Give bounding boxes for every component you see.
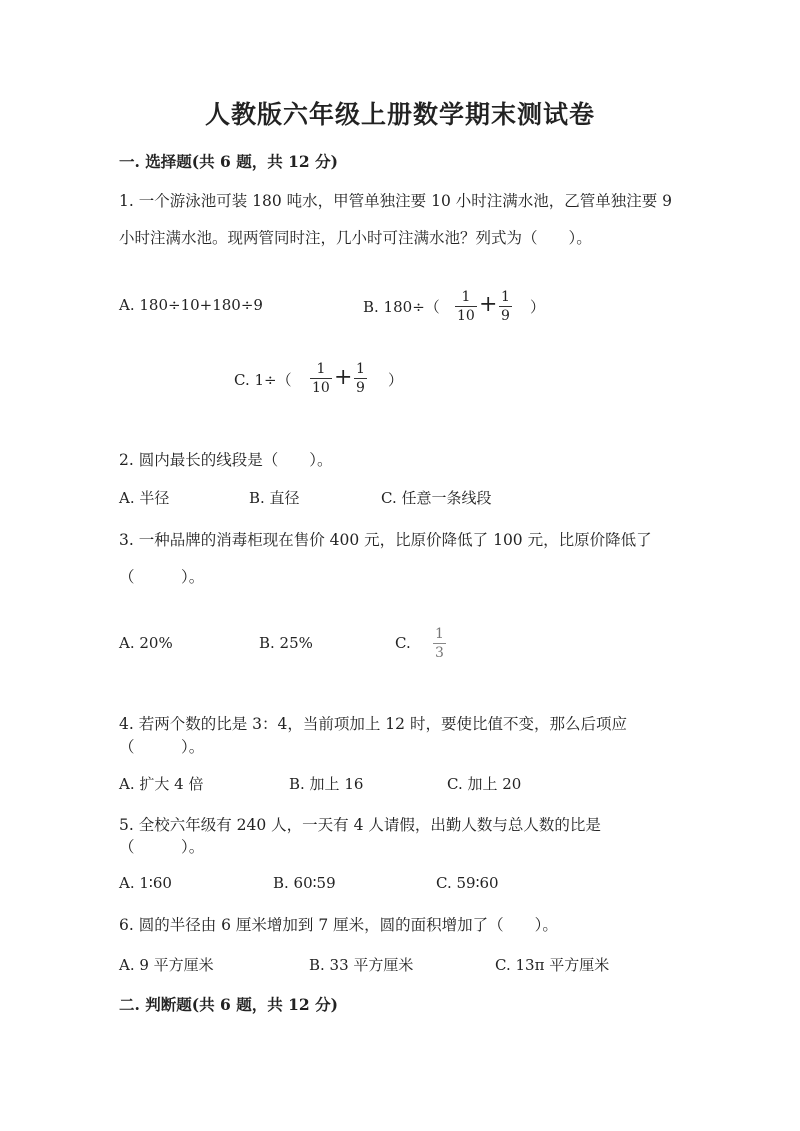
question-4-line-2: （ ）。 — [119, 738, 205, 756]
question-5-line-1: 5. 全校六年级有 240 人，一天有 4 人请假，出勤人数与总人数的比是 — [119, 816, 601, 834]
question-1-option-b-fraction-1 — [455, 290, 477, 323]
fraction-denominator: 9 — [501, 308, 510, 324]
question-1-line-1: 1. 一个游泳池可装 180 吨水，甲管单独注要 10 小时注满水池，乙管单独注要 9 — [119, 192, 673, 210]
plus-sign: + — [479, 292, 498, 317]
question-3-line-2: （ ）。 — [119, 568, 205, 586]
question-1-option-c-fraction-1 — [310, 362, 332, 395]
question-1-line-2: 小时注满水池。现两管同时注，几小时可注满水池？列式为（ ）。 — [119, 229, 592, 247]
question-4-option-a: A. 扩大 4 倍 — [119, 775, 204, 793]
question-5-option-a: A. 1∶60 — [119, 874, 172, 892]
question-2-option-a: A. 半径 — [119, 489, 170, 507]
question-1-option-c-suffix: ） — [388, 371, 404, 389]
question-3-option-c-prefix: C. — [395, 634, 411, 652]
section-heading-choice: 一. 选择题(共 6 题，共 12 分) — [119, 152, 338, 171]
question-1-option-b-fraction-2 — [499, 290, 512, 323]
question-4-option-c: C. 加上 20 — [447, 775, 522, 793]
fraction-numerator: 1 — [501, 289, 510, 305]
question-5-option-c: C. 59∶60 — [436, 874, 499, 892]
section-heading-judgement: 二. 判断题(共 6 题，共 12 分) — [119, 995, 338, 1014]
question-6-text: 6. 圆的半径由 6 厘米增加到 7 厘米，圆的面积增加了（ ）。 — [119, 916, 558, 934]
fraction-numerator: 1 — [356, 361, 365, 377]
fraction-numerator: 1 — [461, 289, 471, 305]
question-1-option-b-suffix: ） — [530, 298, 546, 316]
question-3-option-a: A. 20% — [119, 634, 173, 652]
fraction-denominator: 3 — [435, 645, 444, 661]
question-5-option-b: B. 60∶59 — [273, 874, 336, 892]
question-6-option-a: A. 9 平方厘米 — [119, 956, 214, 974]
question-6-option-b: B. 33 平方厘米 — [309, 956, 414, 974]
fraction-denominator: 10 — [312, 380, 330, 396]
question-3-option-c-fraction — [433, 627, 446, 660]
fraction-numerator: 1 — [316, 361, 326, 377]
fraction-denominator: 10 — [457, 308, 475, 324]
question-2-option-c: C. 任意一条线段 — [381, 489, 492, 507]
question-3-option-b: B. 25% — [259, 634, 313, 652]
fraction-denominator: 9 — [356, 380, 365, 396]
question-1-option-a: A. 180÷10+180÷9 — [119, 296, 263, 314]
question-4-option-b: B. 加上 16 — [289, 775, 364, 793]
question-2-text: 2. 圆内最长的线段是（ ）。 — [119, 451, 333, 469]
question-1-option-b-prefix: B. 180÷（ — [363, 298, 440, 316]
question-2-option-b: B. 直径 — [249, 489, 300, 507]
question-5-line-2: （ ）。 — [119, 838, 205, 856]
question-1-option-c-prefix: C. 1÷（ — [234, 371, 292, 389]
question-6-option-c: C. 13π 平方厘米 — [495, 956, 610, 974]
question-3-line-1: 3. 一种品牌的消毒柜现在售价 400 元，比原价降低了 100 元，比原价降低了 — [119, 531, 652, 549]
question-1-option-c-fraction-2 — [354, 362, 367, 395]
plus-sign: + — [334, 365, 353, 390]
question-4-line-1: 4. 若两个数的比是 3：4，当前项加上 12 时，要使比值不变，那么后项应 — [119, 715, 627, 733]
page-title: 人教版六年级上册数学期末测试卷 — [204, 100, 595, 129]
fraction-numerator: 1 — [435, 626, 444, 642]
